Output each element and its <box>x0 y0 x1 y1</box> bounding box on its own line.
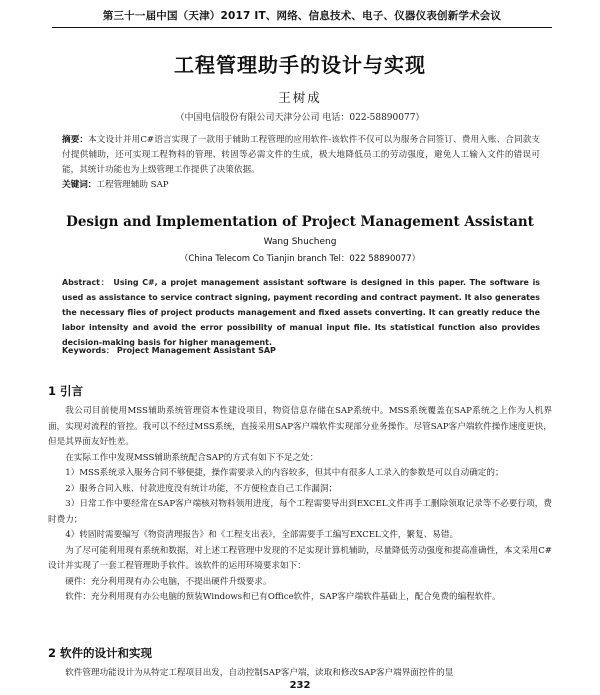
header-rule <box>52 27 552 28</box>
keywords-en-label: Keywords： <box>62 346 115 355</box>
abstract-en-label: Abstract： <box>62 278 110 287</box>
author-chinese: 王树成 <box>278 90 322 105</box>
paragraph: 在实际工作中发现MSS辅助系统配合SAP的方式有如下不足之处： <box>65 452 319 463</box>
paragraph: 硬件：充分利用现有办公电脑，不提出硬件升级要求。 <box>65 576 272 587</box>
paragraph: 4）转固时需要编写《物资清理报告》和《工程支出表》，全部需要手工编写EXCEL文件，繁复、易错。 <box>65 530 459 540</box>
abstract-chinese <box>62 133 540 178</box>
affiliation-chinese: （中国电信股份有限公司天津分公司 电话：022-58890077） <box>175 113 425 123</box>
paragraph: 2）服务合同入账、付款进度没有统计功能，不方便检查自己工作漏洞； <box>65 483 338 494</box>
abstract-en-text: Using C#, a projet management assistant software is designed in this paper. The software is used as assistance to service contract signing, payment recording and contract payment. It also generates the necessary flies of project products management and fixed assets converting. It can greatly reduce the labor intensity and avoid the error possibility of manual input file. Its statistical function also provides decision-making basis for higher management. <box>62 278 541 347</box>
paragraph: 软件：充分利用现有办公电脑的预装Windows和已有Office软件，SAP客户端软件基础上，配合免费的编程软件。 <box>65 592 501 602</box>
section-1-heading: 1 引言 <box>48 384 84 398</box>
paragraph: 1）MSS系统录入服务合同不够便捷，操作需要录入的内容较多，但其中有很多人工录入的参数是可以自动确定的； <box>65 468 504 478</box>
paragraph: 3）日常工作中要经常在SAP客户端核对物料领用进度，每个工程需要导出到EXCEL文件再手工删除领取记录等不必要行项，费时费力； <box>48 499 552 525</box>
section-1-body <box>48 404 552 606</box>
affiliation-english: （China Telecom Co Tianjin branch Tel：022 58890077） <box>179 254 421 264</box>
abstract-cn-label: 摘要： <box>62 135 89 145</box>
paragraph: 为了尽可能利用现有系统和数据，对上述工程管理中发现的不足实现计算机辅助，尽量降低劳动强度和提高准确性，本文采用C#设计并实现了一套工程管理助手软件。该软件的运用环境要求如下： <box>48 545 552 571</box>
running-header: 第三十一届中国（天津）2017 IT、网络、信息技术、电子、仪器仪表创新学术会议 <box>102 10 502 22</box>
section-2-heading: 2 软件的设计和实现 <box>48 646 153 660</box>
abstract-cn-text: 本文设计并用C#语言实现了一款用于辅助工程管理的应用软件-该软件不仅可以为服务合同签订、费用入账、合同款支付提供辅助，还可实现工程物料的管理、转固等必需文件的生成，极大地降低员工的劳动强度，避免人工输入文件的错误可能，其统计功能也为上级管理工作提供了决策依据。 <box>62 135 540 175</box>
title-english: Design and Implementation of Project Management Assistant <box>66 214 534 230</box>
keywords-en-text: Project Management Assistant SAP <box>116 346 276 355</box>
abstract-english <box>62 275 540 350</box>
paragraph: 我公司目前使用MSS辅助系统管理资本性建设项目，物资信息存储在SAP系统中。MSS系统覆盖在SAP系统之上作为人机界面，实现对流程的管控。我可以不经过MSS系统，直接采用SAP客户端软件实现部分业务操作。尽管SAP客户端软件操作速度更快，但是其界面友好性差。 <box>48 406 552 447</box>
paragraph: 软件管理功能设计为从特定工程项目出发，自动控制SAP客户端，读取和修改SAP客户端界面控件的显 <box>65 668 454 678</box>
keywords-cn-label: 关键词： <box>62 180 97 190</box>
keywords-english <box>62 345 540 356</box>
keywords-chinese <box>62 178 540 190</box>
page-number: 232 <box>289 680 311 691</box>
author-english: Wang Shucheng <box>263 237 337 247</box>
title-chinese: 工程管理助手的设计与实现 <box>174 53 426 77</box>
keywords-cn-text: 工程管理辅助 SAP <box>96 180 169 190</box>
